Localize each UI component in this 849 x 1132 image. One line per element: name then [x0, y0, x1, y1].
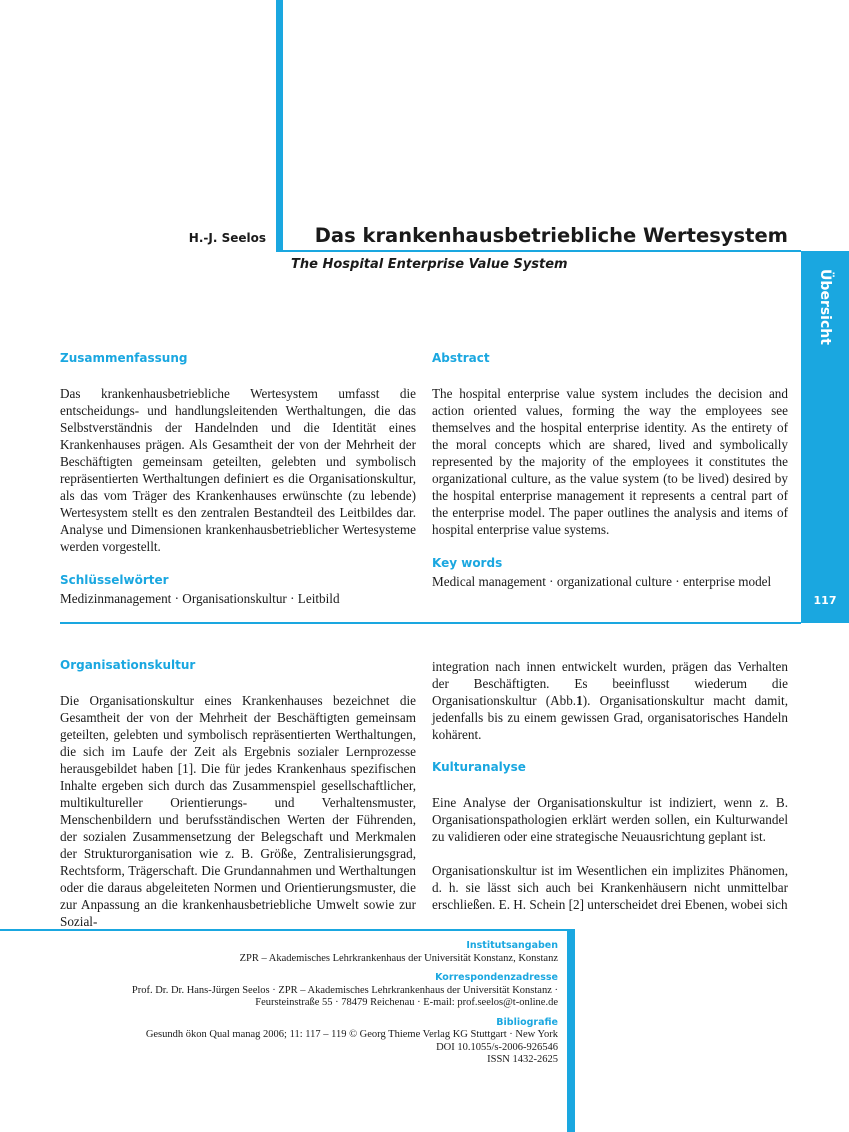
author-name: H.-J. Seelos: [188, 231, 266, 245]
article-title: Das krankenhausbetriebliche Wertesystem: [314, 224, 788, 247]
side-tab-label: Übersicht: [817, 269, 833, 345]
article-subtitle: The Hospital Enterprise Value System: [291, 257, 568, 272]
bibliography-doi: DOI 10.1055/s-2006-926546: [436, 1041, 558, 1053]
bibliography-line-1: Gesundh ökon Qual manag 2006; 11: 117 – 119 © Georg Thieme Verlag KG Stuttgart · New York: [145, 1029, 558, 1040]
bibliography-issn: ISSN 1432-2625: [487, 1054, 558, 1065]
page-number: 117: [813, 594, 837, 607]
organisationskultur-continuation-paragraph: [432, 658, 788, 743]
correspondence-line-2: Feursteinstraße 55 · 78479 Reichenau · E-mail: prof.seelos@t-online.de: [255, 997, 558, 1008]
institution-heading: Institutsangaben: [466, 940, 558, 951]
side-section-tab: [801, 251, 849, 623]
key-words-heading: Key words: [432, 556, 503, 570]
schluesselwoerter-heading: Schlüsselwörter: [60, 573, 169, 587]
kulturanalyse-paragraph-1: [432, 794, 788, 845]
schluesselwoerter-text: Medizinmanagement · Organisationskultur · Leitbild: [60, 591, 340, 606]
organisationskultur-continuation: [432, 658, 788, 743]
figure-reference: 1: [576, 693, 583, 708]
zusammenfassung-paragraph: Das krankenhausbetriebliche Wertesystem umfasst die entscheidungs- und handlungsleitenden Werthaltungen, die das Selbstverständnis der Handelnden und die Identität eines Krankenhauses prägen. Als Gesamtheit der von der Mehrheit der Beschäftigten gemeinsam geteilten, gelebten und symbolisch repräsentierten Werthaltungen definiert es die Organisationskultur, als das vom Träger des Krankenhauses erwünschte (zu lebende) Wertesystem stellt es den zentralen Bestandteil des Leitbildes dar. Analyse und Dimensionen krankenhausbetrieblicher Wertesysteme werden vorgestellt.: [60, 386, 416, 554]
correspondence-line-1: Prof. Dr. Dr. Hans-Jürgen Seelos · ZPR – Akademisches Lehrkrankenhaus der Universität Konstanz ·: [131, 984, 558, 996]
kulturanalyse-text-1: Eine Analyse der Organisationskultur ist indiziert, wenn z. B. Organisationspathologien erklärt werden sollen, ein Kulturwandel zu validieren oder eine strategische Neuausrichtung geplant ist.: [432, 795, 788, 844]
title-rule: [283, 250, 801, 252]
organisationskultur-text: [60, 692, 416, 930]
footer-vertical-accent-bar: [567, 929, 575, 1132]
abstract-text: [432, 385, 788, 538]
zusammenfassung-text: [60, 385, 416, 555]
organisationskultur-heading: Organisationskultur: [60, 658, 196, 672]
footer-info: [38, 940, 558, 1067]
institution-text: ZPR – Akademisches Lehrkrankenhaus der Universität Konstanz, Konstanz: [239, 952, 558, 964]
key-words-text: Medical management · organizational culture · enterprise model: [432, 574, 772, 589]
abstract-paragraph: The hospital enterprise value system includes the decision and action oriented values, forming the way the employees see themselves and the hospital enterprise identity. As the entirety of the moral concepts which are shared, lived and symbolically represented by the majority of the employees it constitutes the organizational culture, as the value system (to be lived) desired by the hospital enterprise management it represents a central part of the enterprise model. The paper outlines the analysis and items of hospital enterprise value systems.: [432, 386, 788, 537]
zusammenfassung-heading: Zusammenfassung: [60, 351, 188, 365]
top-vertical-accent-bar: [276, 0, 283, 252]
bibliography-heading: Bibliografie: [496, 1016, 558, 1028]
abstract-heading: Abstract: [432, 351, 490, 365]
side-tab-label-wrap: [801, 251, 849, 623]
correspondence-heading: Korrespondenzadresse: [435, 972, 558, 983]
kulturanalyse-heading: Kulturanalyse: [432, 760, 526, 774]
continuation-text-b: ). Organisationskultur macht damit, jedenfalls bis zu einem gewissen Grad, organisatorisches Handeln kohärent.: [432, 693, 788, 742]
continuation-text-a: integration nach innen entwickelt wurden, prägen das Verhalten der Beschäftigten. Es beeinflusst wiederum die Organisationskultur (Abb.: [432, 659, 788, 708]
kulturanalyse-paragraph-2: [432, 862, 788, 913]
kulturanalyse-text-2: Organisationskultur ist im Wesentlichen ein implizites Phänomen, d. h. sie lässt sich auch bei Krankenhäusern nicht unmittelbar erschließen. E. H. Schein [2] unterscheidet drei Ebenen, wobei sich: [432, 863, 788, 912]
organisationskultur-paragraph: Die Organisationskultur eines Krankenhauses bezeichnet die Gesamtheit der von der Mehrheit der Beschäftigten gemeinsam geteilten, gelebten und symbolisch repräsentierten Werthaltungen, die sich im Laufe der Zeit als Ergebnis sozialer Lernprozesse herausgebildet haben [1]. Die für jedes Krankenhaus spezifischen Inhalte ergeben sich durch das Zusammenspiel gesellschaftlicher, multikultureller Orientierungs- und Verhaltensmuster, Menschenbildern und berufsständischen Werten der Führenden, der sozialen Zusammensetzung der Belegschaft und Merkmalen der Strukturorganisation wie z. B. Größe, Zentralisierungsgrad, Rechtsform, Trägerschaft. Die Grundannahmen und Werthaltungen oder die daraus abgeleiteten Normen und Orientierungsmuster, die zur Anpassung an die krankenhausbetriebliche Umwelt sowie zur Sozial-: [60, 693, 416, 929]
section-divider-rule: [60, 622, 801, 624]
